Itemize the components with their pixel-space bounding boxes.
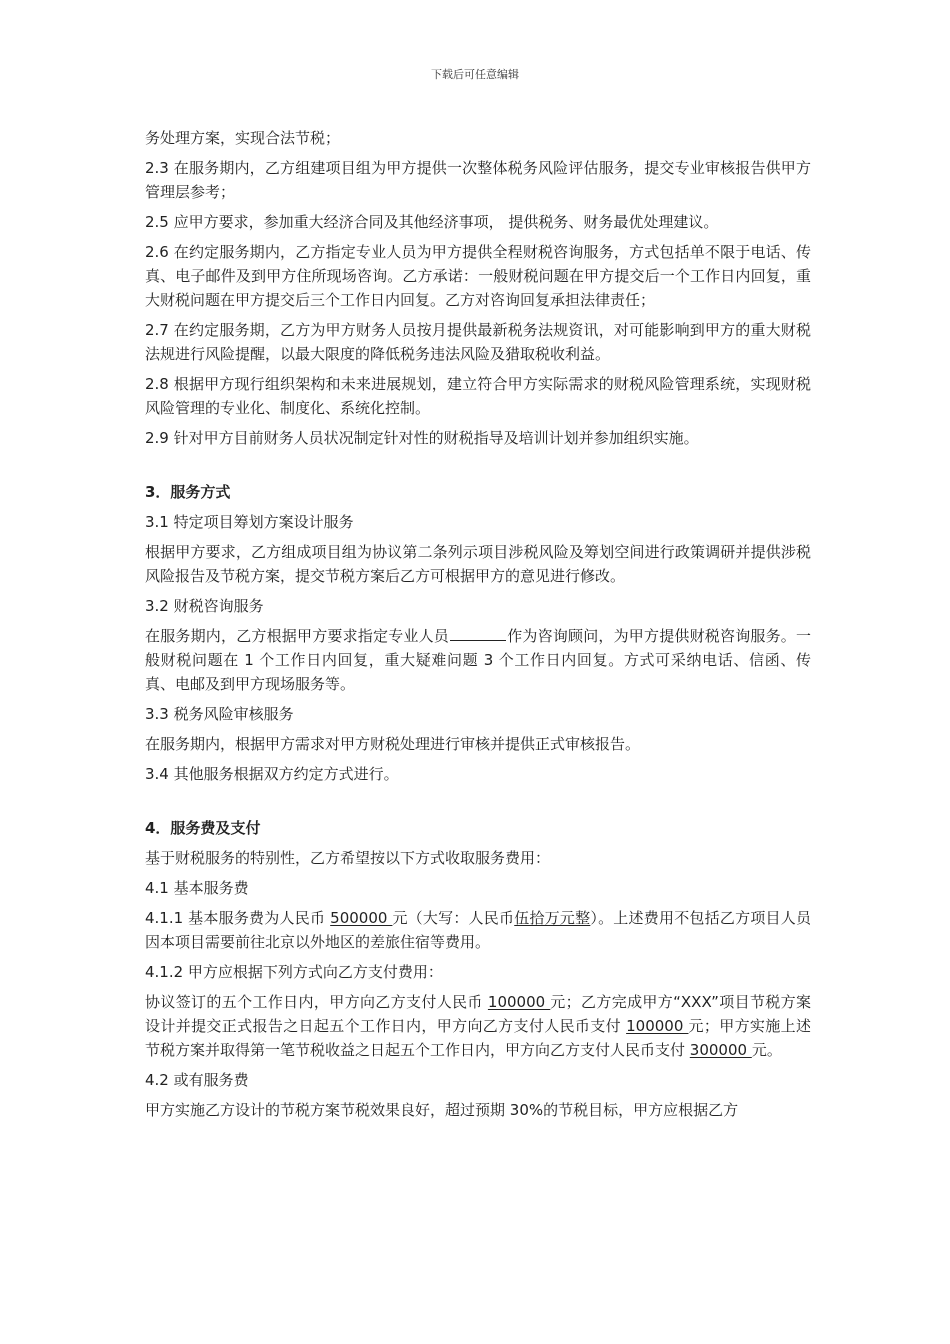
clause-3-2-title: 3.2 财税咨询服务 bbox=[145, 597, 264, 615]
clause-3-1-body: 根据甲方要求，乙方组成项目组为协议第二条列示项目涉税风险及筹划空间进行政策调研并提供涉税风险报告及节税方案，提交节税方案后乙方可根据甲方的意见进行修改。 bbox=[145, 543, 811, 585]
payment-amount-2: 100000 bbox=[626, 1017, 689, 1035]
base-fee-words: 伍拾万元整 bbox=[514, 909, 591, 927]
section-4-heading: 4．服务费及支付 bbox=[145, 819, 261, 837]
clause-4-2-title: 4.2 或有服务费 bbox=[145, 1071, 249, 1089]
clause-4-1-1-c: ）。上述费用不包括乙方项目人员因本项目需要前往北京以外地区的差旅住宿等费用。 bbox=[145, 909, 811, 951]
clause-3-1-title: 3.1 特定项目筹划方案设计服务 bbox=[145, 513, 354, 531]
clause-4-1-2-body bbox=[145, 990, 811, 1062]
clause-4-1-2-title: 4.1.2 甲方应根据下列方式向乙方支付费用： bbox=[145, 963, 443, 981]
clause-4-1-1-a: 4.1.1 基本服务费为人民币 bbox=[145, 909, 331, 927]
consultant-name-blank bbox=[450, 626, 506, 641]
paragraph-continuation: 务处理方案，实现合法节税； bbox=[145, 129, 341, 147]
clause-2-8: 2.8 根据甲方现行组织架构和未来进展规划，建立符合甲方实际需求的财税风险管理系统，实现财税风险管理的专业化、制度化、系统化控制。 bbox=[145, 375, 811, 417]
section-3-heading: 3．服务方式 bbox=[145, 483, 231, 501]
clause-4-1-2-c: 元；甲方实施上述节税方案并取得第一笔节税收益之日起五个工作日内，甲方向乙方支付人民币支付 bbox=[145, 1017, 811, 1059]
section-4-intro: 基于财税服务的特别性，乙方希望按以下方式收取服务费用： bbox=[145, 849, 551, 867]
clause-4-1-2-d: 元。 bbox=[751, 1041, 782, 1059]
clause-4-2-body: 甲方实施乙方设计的节税方案节税效果良好，超过预期 30%的节税目标，甲方应根据乙方 bbox=[145, 1101, 739, 1119]
clause-4-1-2-b: 元；乙方完成甲方“XXX”项目节税方案设计并提交正式报告之日起五个工作日内，甲方向乙方支付人民币支付 bbox=[145, 993, 812, 1035]
clause-2-3: 2.3 在服务期内，乙方组建项目组为甲方提供一次整体税务风险评估服务，提交专业审核报告供甲方管理层参考； bbox=[145, 159, 811, 201]
clause-2-5: 2.5 应甲方要求，参加重大经济合同及其他经济事项， 提供税务、财务最优处理建议。 bbox=[145, 213, 719, 231]
base-fee-amount: 500000 bbox=[330, 909, 393, 927]
clause-4-1-1-b: 元（大写：人民币 bbox=[392, 909, 515, 927]
clause-3-3-title: 3.3 税务风险审核服务 bbox=[145, 705, 294, 723]
header-note: 下载后可任意编辑 bbox=[431, 68, 519, 81]
document-body bbox=[145, 126, 811, 1128]
clause-3-2-body bbox=[145, 624, 811, 696]
clause-2-9: 2.9 针对甲方目前财务人员状况制定针对性的财税指导及培训计划并参加组织实施。 bbox=[145, 429, 699, 447]
clause-3-4: 3.4 其他服务根据双方约定方式进行。 bbox=[145, 765, 399, 783]
clause-4-1-2-a: 协议签订的五个工作日内，甲方向乙方支付人民币 bbox=[145, 993, 488, 1011]
clause-3-2-body-b: 作为咨询顾问，为甲方提供财税咨询服务。一般财税问题在 1 个工作日内回复，重大疑难问题 3 个工作日内回复。方式可采纳电话、信函、传真、电邮及到甲方现场服务等。 bbox=[145, 627, 811, 693]
clause-2-7: 2.7 在约定服务期，乙方为甲方财务人员按月提供最新税务法规资讯，对可能影响到甲方的重大财税法规进行风险提醒，以最大限度的降低税务违法风险及猎取税收利益。 bbox=[145, 321, 811, 363]
clause-4-1-title: 4.1 基本服务费 bbox=[145, 879, 249, 897]
clause-2-6: 2.6 在约定服务期内，乙方指定专业人员为甲方提供全程财税咨询服务，方式包括单不限于电话、传真、电子邮件及到甲方住所现场咨询。乙方承诺：一般财税问题在甲方提交后一个工作日内回复，重大财税问题在甲方提交后三个工作日内回复。乙方对咨询回复承担法律责任； bbox=[145, 243, 811, 309]
clause-3-2-body-a: 在服务期内，乙方根据甲方要求指定专业人员 bbox=[145, 627, 449, 645]
payment-amount-1: 100000 bbox=[487, 993, 551, 1011]
payment-amount-3: 300000 bbox=[689, 1041, 752, 1059]
clause-4-1-1 bbox=[145, 906, 811, 954]
clause-3-3-body: 在服务期内，根据甲方需求对甲方财税处理进行审核并提供正式审核报告。 bbox=[145, 735, 641, 753]
